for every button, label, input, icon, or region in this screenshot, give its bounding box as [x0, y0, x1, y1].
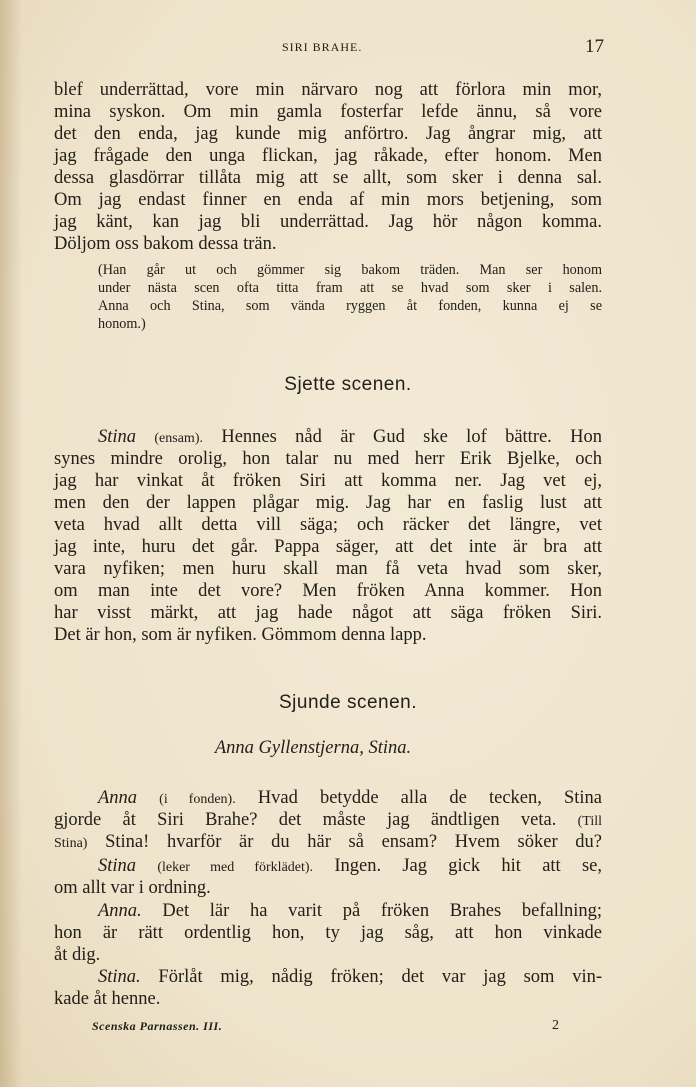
speech-text: Det lär ha varit på fröken Brahes befallning; — [162, 901, 603, 921]
scene-heading: Sjunde scenen. — [279, 692, 417, 713]
text-line: jag har vinkat åt fröken Siri att komma ner. Jag vet ej, — [54, 471, 602, 491]
speaker-name: Stina — [98, 427, 137, 447]
speech-first-line — [98, 427, 602, 448]
text-line: synes mindre orolig, hon talar nu med herr Erik Bjelke, och — [54, 449, 602, 469]
speech-line — [54, 832, 602, 853]
text-line: veta hvad allt detta vill säga; och räcker det längre, vet — [54, 515, 602, 535]
text-line: blef underrättad, vore min närvaro nog att förlora min mor, — [54, 80, 602, 100]
speaker-name: Anna. — [98, 901, 142, 921]
stage-direction-line: under nästa scen ofta titta fram att se hvad som sker i salen. — [98, 280, 602, 296]
text-line: dessa glasdörrar tillåta mig att se allt, som sker i denna sal. — [54, 168, 602, 188]
text-line: mina syskon. Om min gamla fosterfar lefde ännu, så vore — [54, 102, 602, 122]
footer-signature: Scenska Parnassen. III. — [92, 1019, 223, 1033]
page-spine-shadow — [0, 0, 22, 1087]
scene-heading: Sjette scenen. — [284, 374, 412, 395]
speech-first-line — [98, 856, 602, 877]
text-line: Om jag endast finner en enda af min mors betjening, som — [54, 190, 602, 210]
scene-characters: Anna Gyllenstjerna, Stina. — [214, 738, 412, 758]
text-line: jag frågade den unga flickan, jag råkade, efter honom. Men — [54, 146, 602, 166]
stage-direction-line: Anna och Stina, som vända ryggen åt fonden, kunna ej se — [98, 298, 602, 314]
text-line: jag inte, huru det går. Pappa säger, att det inte är bra att — [54, 537, 602, 557]
stage-aside: (i fonden). — [159, 792, 236, 807]
speaker-name: Stina — [98, 856, 137, 876]
text-line: åt dig. — [54, 945, 101, 965]
speech-first-line — [98, 788, 602, 809]
text-line: men den der lappen plågar mig. Jag har en faslig lust att — [54, 493, 602, 513]
text-line: hon är rätt ordentlig hon, ty jag såg, att hon vinkade — [54, 923, 602, 943]
stage-aside: Stina) — [54, 836, 88, 851]
text-line: kade åt henne. — [54, 989, 161, 1009]
speech-text: Förlåt mig, nådig fröken; det var jag som vin- — [158, 967, 602, 987]
speaker-name: Anna — [98, 788, 138, 808]
stage-direction-line: honom.) — [98, 316, 146, 332]
text-line: det den enda, jag kunde mig anförtro. Jag ångrar mig, att — [54, 124, 602, 144]
text-line: Döljom oss bakom dessa trän. — [54, 234, 277, 254]
text-line: jag känt, kan jag bli underrättad. Jag hör någon komma. — [54, 212, 602, 232]
speech-first-line — [98, 901, 602, 922]
speech-line — [54, 810, 602, 831]
speech-text: gjorde åt Siri Brahe? det måste jag ändtligen veta. — [54, 810, 557, 830]
footer-sheet-mark: 2 — [552, 1018, 559, 1033]
speech-text: Ingen. Jag gick hit att se, — [334, 856, 602, 876]
text-line: Det är hon, som är nyfiken. Gömmom denna lapp. — [54, 625, 427, 645]
stage-aside: (ensam). — [154, 431, 203, 446]
stage-aside: (Till — [577, 814, 602, 829]
text-line: om allt var i ordning. — [54, 878, 211, 898]
speech-text: Hvad betydde alla de tecken, Stina — [257, 788, 602, 808]
speech-first-line — [98, 967, 602, 988]
text-line: om man inte det vore? Men fröken Anna kommer. Hon — [54, 581, 602, 601]
running-title: SIRI BRAHE. — [282, 40, 363, 54]
stage-direction-line: (Han går ut och gömmer sig bakom träden. Man ser honom — [98, 262, 602, 278]
speech-text: Stina! hvarför är du här så ensam? Hvem söker du? — [105, 832, 602, 852]
speaker-name: Stina. — [98, 967, 141, 987]
text-line: vara nyfiken; men huru skall man få veta hvad som sker, — [54, 559, 602, 579]
speech-text: Hennes nåd är Gud ske lof bättre. Hon — [221, 427, 603, 447]
page-number: 17 — [585, 36, 604, 57]
text-line: har visst märkt, att jag hade något att säga fröken Siri. — [54, 603, 602, 623]
stage-aside: (leker med förklädet). — [157, 860, 314, 875]
